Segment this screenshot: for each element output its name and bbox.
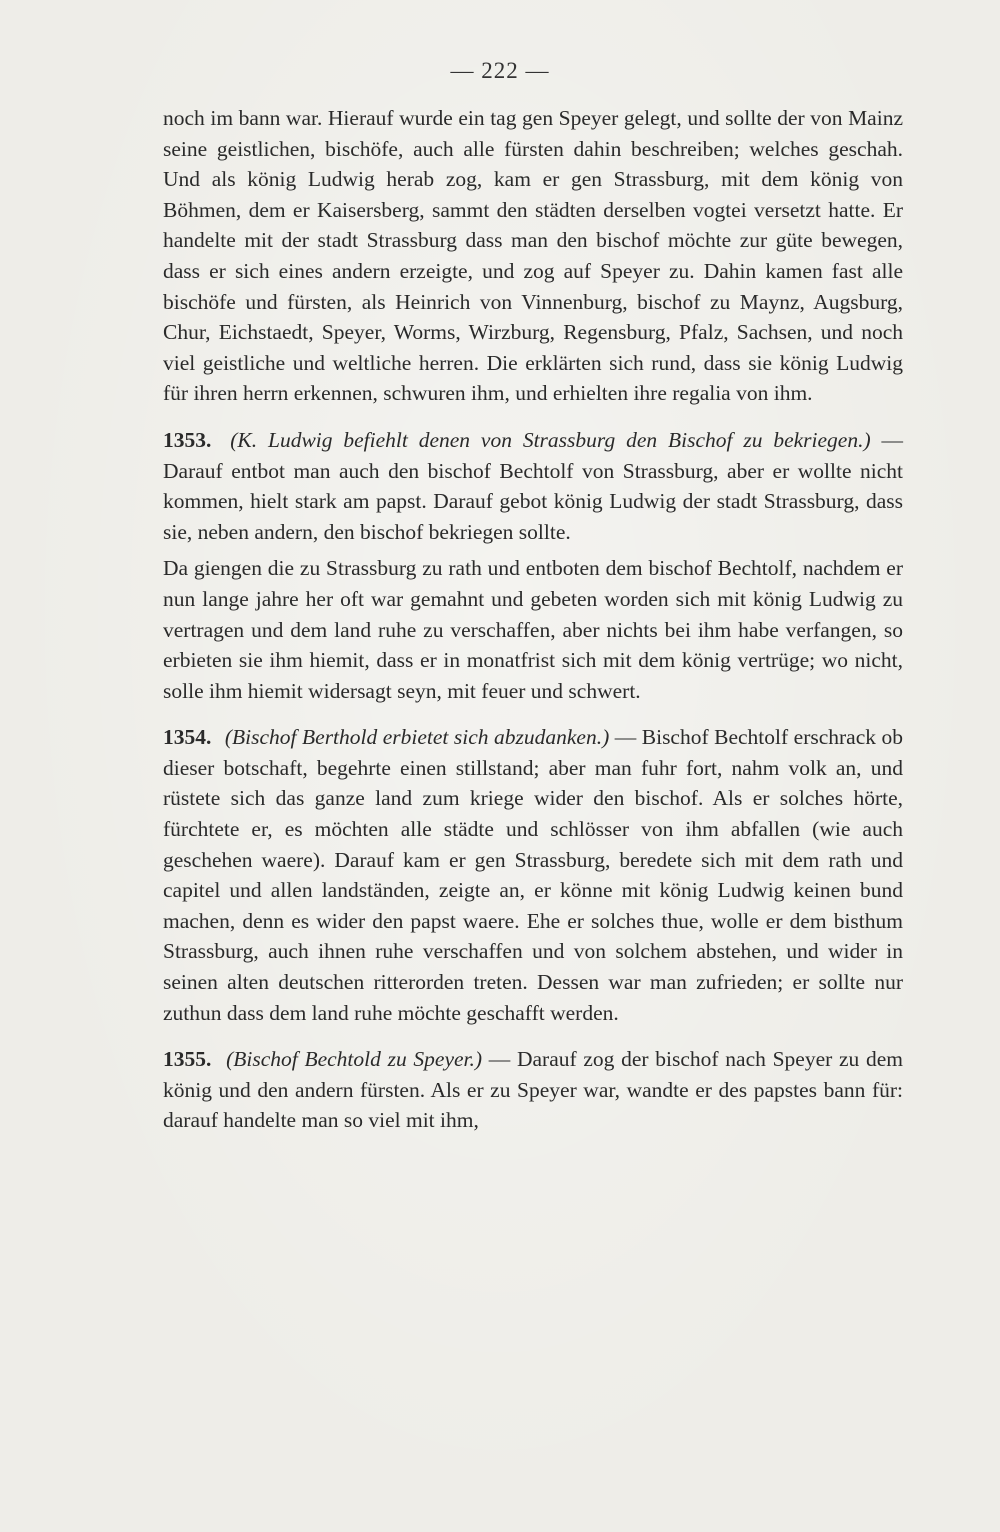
page-number: — 222 — bbox=[450, 58, 550, 83]
section-number: 1354. bbox=[163, 725, 212, 750]
section-heading: (Bischof Berthold erbietet sich abzudanken.) bbox=[224, 725, 610, 750]
paragraph-1354 bbox=[163, 722, 903, 1028]
section-number: 1355. bbox=[163, 1047, 212, 1072]
paragraph-text: — Bischof Bechtolf erschrack ob dieser botschaft, begehrte einen stillstand; aber man fuhr fort, nahm volk an, und rüstete sich das ganze land zum kriege wider den bischof. Als er solches hörte, fürchtete er, es möchten alle städte und schlösser von ihm abfallen (wie auch geschehen waere). Darauf kam er gen Strassburg, beredete sich mit dem rath und capitel und allen landständen, zeigte an, er könne mit könig Ludwig keinen bund machen, denn es wider den papst waere. Ehe er solches thue, wolle er dem bisthum Strassburg, auch ihnen ruhe verschaffen und von solchem abstehen, und wider in seinen alten deutschen ritterorden treten. Dessen war man zufrieden; er sollte nur zuthun dass dem land ruhe möchte geschafft werden. bbox=[163, 725, 904, 1025]
section-number: 1353. bbox=[163, 427, 212, 452]
paragraph-text: noch im bann war. Hierauf wurde ein tag gen Speyer gelegt, und sollte der von Mainz seine geistlichen, bischöfe, auch alle fürsten dahin beschreiben; welches geschah. Und als könig Ludwig herab zog, kam er gen Strassburg, mit dem könig von Böhmen, dem er Kaisersberg, sammt den städten derselben vogtei versetzt hatte. Er handelte mit der stadt Strassburg dass man den bischof möchte zur güte bewegen, dass er sich eines andern erzeigte, und zog auf Speyer zu. Dahin kamen fast alle bischöfe und fürsten, als Heinrich von Vinnenburg, bischof zu Maynz, Augsburg, Chur, Eichstaedt, Speyer, Worms, Wirzburg, Regensburg, Pfalz, Sachsen, und noch viel geistliche und weltliche herren. Die erklärten sich rund, dass sie könig Ludwig für ihren herrn erkennen, schwuren ihm, und erhielten ihre regalia von ihm. bbox=[163, 106, 903, 406]
paragraph-1353 bbox=[163, 425, 903, 547]
paragraph-continuation bbox=[163, 103, 903, 409]
page-body bbox=[163, 103, 903, 1136]
section-heading: (Bischof Bechtold zu Speyer.) bbox=[226, 1047, 483, 1072]
paragraph-text: Da giengen die zu Strassburg zu rath und entboten dem bischof Bechtolf, nachdem er nun lange jahre her oft war gemahnt und gebeten worden sich mit könig Ludwig zu vertragen und dem land ruhe zu verschaffen, aber nichts bei ihm habe verfangen, so erbieten sie ihm hiemit, dass er in monatfrist sich mit dem könig vertrüge; wo nicht, solle ihm hiemit widersagt seyn, mit feuer und schwert. bbox=[163, 556, 903, 703]
paragraph-text: — Darauf entbot man auch den bischof Bechtolf von Strassburg, aber er wollte nicht kommen, hielt stark am papst. Darauf gebot könig Ludwig der stadt Strassburg, dass sie, neben andern, den bischof bekriegen sollte. bbox=[163, 427, 904, 544]
paragraph-1355 bbox=[163, 1044, 903, 1136]
paragraph-1353-continued bbox=[163, 553, 903, 706]
section-heading: (K. Ludwig befiehlt denen von Strassburg den Bischof zu bekriegen.) bbox=[230, 427, 871, 452]
paragraph-text: — Darauf zog der bischof nach Speyer zu dem könig und den andern fürsten. Als er zu Speyer war, wandte er des papstes bann für: darauf handelte man so viel mit ihm, bbox=[163, 1047, 904, 1133]
